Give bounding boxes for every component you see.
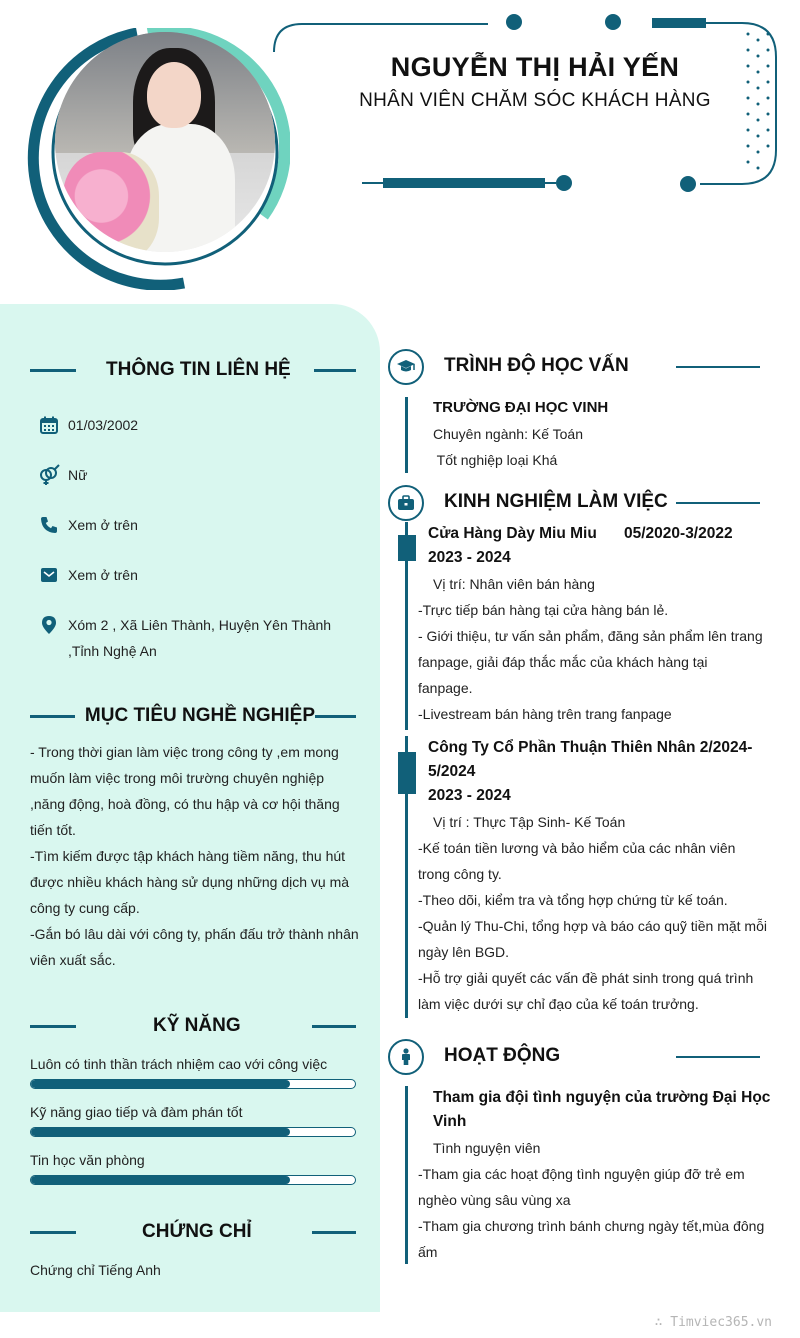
- gender-icon: [38, 464, 60, 486]
- watermark: ∴ Timviec365.vn: [654, 1315, 772, 1330]
- address-line-1: Xóm 2 , Xã Liên Thành, Huyện Yên Thành: [68, 617, 332, 633]
- location-icon: [38, 614, 60, 636]
- experience-marker: [398, 535, 416, 561]
- activities-timeline: [405, 1086, 408, 1264]
- objective-line: -Gắn bó lâu dài với công ty, phấn đấu trở thành nhân: [30, 926, 359, 942]
- contact-birthday: [38, 414, 138, 438]
- contact-email: [38, 564, 138, 588]
- objective-section-header: [30, 702, 356, 730]
- experience-icon: [388, 485, 424, 521]
- objective-title: MỤC TIÊU NGHỀ NGHIỆP: [84, 705, 316, 726]
- job-1-period: 05/2020-3/2022: [624, 525, 733, 542]
- job-2-line: -Theo dõi, kiểm tra và tổng hợp chứng từ kế toán.: [418, 892, 728, 908]
- education-timeline: [405, 397, 408, 473]
- job-2-years: 2023 - 2024: [428, 787, 511, 804]
- objective-line: công ty cung cấp.: [30, 900, 140, 916]
- job-2-line: -Hỗ trợ giải quyết các vấn đề phát sinh trong quá trình: [418, 970, 754, 986]
- job-2-line: làm việc dưới sự chỉ đạo của kế toán trưởng.: [418, 996, 699, 1012]
- objective-line: ,năng động, hoà đồng, có thu hập và cơ hội thăng: [30, 796, 340, 812]
- skills-title: KỸ NĂNG: [153, 1015, 241, 1036]
- activities-icon: [388, 1039, 424, 1075]
- skill-label: Kỹ năng giao tiếp và đàm phán tốt: [30, 1104, 243, 1120]
- education-title: TRÌNH ĐỘ HỌC VẤN: [444, 355, 629, 376]
- job-2-company-line-1: Công Ty Cổ Phần Thuận Thiên Nhân 2/2024-: [428, 739, 753, 756]
- objective-line: tiến tốt.: [30, 822, 76, 838]
- skill-bar: [30, 1175, 356, 1185]
- activity-org-line-1: Tham gia đội tình nguyện của trường Đại Học: [433, 1089, 771, 1106]
- candidate-name: NGUYỄN THỊ HẢI YẾN: [390, 52, 680, 82]
- activity-line: -Tham gia chương trình bánh chưng ngày tết,mùa đông: [418, 1218, 765, 1234]
- job-1-line: -Livestream bán hàng trên trang fanpage: [418, 706, 672, 722]
- objective-line: được nhiều khách hàng sử dụng những dịch vụ mà: [30, 874, 350, 890]
- activities-title: HOẠT ĐỘNG: [444, 1045, 561, 1066]
- certificates-section-header: [30, 1218, 356, 1246]
- objective-line: -Tìm kiếm được tập khách hàng tiềm năng, thu hút: [30, 848, 346, 864]
- skill-bar-fill: [31, 1080, 290, 1088]
- phone-text[interactable]: Xem ở trên: [68, 517, 138, 533]
- experience-title-line: [676, 502, 760, 504]
- avatar-photo: [55, 32, 275, 252]
- skill-label: Tin học văn phòng: [30, 1152, 145, 1168]
- education-title-line: [676, 366, 760, 368]
- job-2-company-line-2: 5/2024: [428, 763, 476, 780]
- education-grade: Tốt nghiệp loại Khá: [433, 452, 558, 468]
- skill-bar: [30, 1079, 356, 1089]
- job-1-company: Cửa Hàng Dày Miu Miu: [428, 525, 597, 542]
- contact-address: [38, 614, 331, 664]
- activity-description: [418, 1161, 778, 1265]
- job-2-description: [418, 835, 778, 1017]
- address-line-2: ,Tỉnh Nghệ An: [68, 643, 157, 659]
- email-text[interactable]: Xem ở trên: [68, 567, 138, 583]
- birthday-text: 01/03/2002: [68, 417, 139, 433]
- contact-gender: [38, 464, 87, 488]
- calendar-icon: [38, 414, 60, 436]
- job-2-line: ngày lên BGD.: [418, 944, 510, 960]
- skill-bar: [30, 1127, 356, 1137]
- job-1-line: - Giới thiệu, tư vấn sản phẩm, đăng sản phẩm lên trang: [418, 628, 763, 644]
- job-2-line: trong công ty.: [418, 866, 502, 882]
- activity-line: nghèo vùng sâu vùng xa: [418, 1192, 571, 1208]
- job-2-line: -Kế toán tiền lương và bảo hiểm của các nhân viên: [418, 840, 736, 856]
- job-2-line: -Quản lý Thu-Chi, tổng hợp và báo cáo quỹ tiền mặt mỗi: [418, 918, 767, 934]
- phone-icon: [38, 514, 60, 536]
- objective-text: [30, 739, 370, 973]
- certificates-title: CHỨNG CHỈ: [142, 1221, 252, 1242]
- job-1-line: fanpage, giải đáp thắc mắc của khách hàng tại: [418, 654, 708, 670]
- job-1-years: 2023 - 2024: [428, 549, 511, 566]
- gender-text: Nữ: [68, 467, 88, 483]
- candidate-role: NHÂN VIÊN CHĂM SÓC KHÁCH HÀNG: [359, 90, 711, 111]
- experience-title: KINH NGHIỆM LÀM VIỆC: [444, 491, 668, 512]
- certificate-item: Chứng chỉ Tiếng Anh: [30, 1262, 161, 1278]
- job-2-position: Vị trí : Thực Tập Sinh- Kế Toán: [433, 814, 626, 830]
- skills-section-header: [30, 1012, 356, 1040]
- skill-bar-fill: [31, 1176, 290, 1184]
- contact-title: THÔNG TIN LIÊN HỆ: [106, 359, 291, 380]
- watermark-text: Timviec365.vn: [670, 1315, 772, 1330]
- job-1-description: [418, 597, 768, 727]
- activity-line: -Tham gia các hoạt động tình nguyện giúp đỡ trẻ em: [418, 1166, 745, 1182]
- activities-title-line: [676, 1056, 760, 1058]
- job-1-position: Vị trí: Nhân viên bán hàng: [433, 576, 595, 592]
- objective-line: muốn làm việc trong môi trường chuyên nghiệp: [30, 770, 325, 786]
- contact-section-header: [30, 356, 356, 384]
- email-icon: [38, 564, 60, 586]
- education-major: Chuyên ngành: Kế Toán: [433, 426, 583, 442]
- activity-org-line-2: Vinh: [433, 1113, 467, 1130]
- job-1-line: fanpage.: [418, 680, 473, 696]
- education-icon: [388, 349, 424, 385]
- job-1-line: -Trực tiếp bán hàng tại cửa hàng bán lẻ.: [418, 602, 669, 618]
- experience-marker-2: [398, 752, 416, 794]
- activity-role: Tình nguyện viên: [433, 1140, 541, 1156]
- education-school: TRƯỜNG ĐẠI HỌC VINH: [433, 399, 609, 416]
- skill-bar-fill: [31, 1128, 290, 1136]
- objective-line: - Trong thời gian làm việc trong công ty ,em mong: [30, 744, 339, 760]
- skill-label: Luôn có tinh thần trách nhiệm cao với công việc: [30, 1056, 328, 1072]
- contact-phone: [38, 514, 138, 538]
- address-text: [68, 612, 331, 664]
- activity-line: ấm: [418, 1244, 438, 1260]
- objective-line: viên xuất sắc.: [30, 952, 116, 968]
